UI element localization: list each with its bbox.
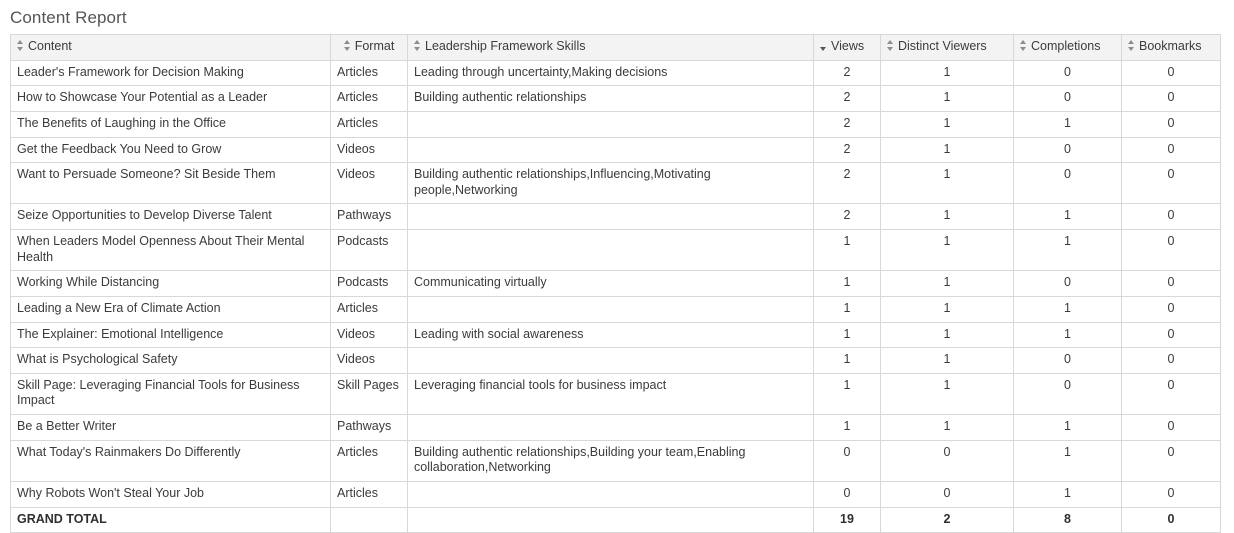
table-row — [11, 415, 1221, 441]
cell-content: The Explainer: Emotional Intelligence — [11, 322, 331, 348]
cell-distinct-viewers: 1 — [881, 322, 1014, 348]
table-row — [11, 440, 1221, 481]
cell-skills: Building authentic relationships,Influencing,Motivating people,Networking — [408, 163, 814, 204]
column-header-completions[interactable] — [1014, 35, 1122, 61]
table-row — [11, 230, 1221, 271]
cell-completions: 1 — [1014, 111, 1122, 137]
cell-completions: 1 — [1014, 230, 1122, 271]
cell-completions: 0 — [1014, 163, 1122, 204]
cell-completions: 0 — [1014, 348, 1122, 374]
column-header-format-label: Format — [354, 39, 395, 53]
cell-distinct-viewers: 1 — [881, 271, 1014, 297]
cell-bookmarks: 0 — [1122, 440, 1221, 481]
cell-format: Videos — [331, 348, 408, 374]
cell-completions: 1 — [1014, 415, 1122, 441]
cell-distinct-viewers: 1 — [881, 204, 1014, 230]
cell-grand-total-bookmarks: 0 — [1122, 507, 1221, 533]
cell-bookmarks: 0 — [1122, 163, 1221, 204]
table-row — [11, 322, 1221, 348]
cell-bookmarks: 0 — [1122, 60, 1221, 86]
column-header-content-label: Content — [28, 39, 72, 53]
cell-content: Be a Better Writer — [11, 415, 331, 441]
column-header-skills[interactable] — [408, 35, 814, 61]
cell-distinct-viewers: 1 — [881, 373, 1014, 414]
cell-bookmarks: 0 — [1122, 415, 1221, 441]
cell-views: 2 — [814, 137, 881, 163]
cell-format: Articles — [331, 296, 408, 322]
table-row — [11, 296, 1221, 322]
cell-views: 1 — [814, 296, 881, 322]
cell-content: Leading a New Era of Climate Action — [11, 296, 331, 322]
cell-completions: 1 — [1014, 296, 1122, 322]
sort-icon[interactable] — [887, 40, 894, 51]
grand-total-row — [11, 507, 1221, 533]
cell-format: Videos — [331, 322, 408, 348]
cell-completions: 0 — [1014, 137, 1122, 163]
cell-format: Pathways — [331, 204, 408, 230]
cell-content: Leader's Framework for Decision Making — [11, 60, 331, 86]
cell-content: What is Psychological Safety — [11, 348, 331, 374]
cell-format: Articles — [331, 86, 408, 112]
cell-distinct-viewers: 0 — [881, 440, 1014, 481]
cell-distinct-viewers: 1 — [881, 163, 1014, 204]
cell-format: Podcasts — [331, 271, 408, 297]
cell-content: Skill Page: Leveraging Financial Tools for Business Impact — [11, 373, 331, 414]
sort-icon[interactable] — [17, 40, 24, 51]
table-row — [11, 111, 1221, 137]
cell-grand-total-views: 19 — [814, 507, 881, 533]
cell-distinct-viewers: 0 — [881, 481, 1014, 507]
table-row — [11, 373, 1221, 414]
column-header-completions-label: Completions — [1031, 39, 1101, 53]
sort-descending-icon[interactable] — [820, 40, 827, 51]
sort-icon[interactable] — [414, 40, 421, 51]
cell-views: 1 — [814, 415, 881, 441]
table-row — [11, 348, 1221, 374]
cell-skills: Leveraging financial tools for business impact — [408, 373, 814, 414]
cell-skills: Building authentic relationships — [408, 86, 814, 112]
sort-icon[interactable] — [344, 40, 351, 51]
cell-views: 2 — [814, 86, 881, 112]
cell-format: Videos — [331, 163, 408, 204]
cell-format: Articles — [331, 111, 408, 137]
cell-distinct-viewers: 1 — [881, 86, 1014, 112]
table-header — [11, 35, 1221, 61]
sort-icon[interactable] — [1128, 40, 1135, 51]
cell-skills: Building authentic relationships,Building your team,Enabling collaboration,Networking — [408, 440, 814, 481]
table-row — [11, 137, 1221, 163]
cell-completions: 1 — [1014, 440, 1122, 481]
table-row — [11, 60, 1221, 86]
cell-skills: Leading with social awareness — [408, 322, 814, 348]
cell-views: 2 — [814, 163, 881, 204]
cell-grand-total-label: GRAND TOTAL — [11, 507, 331, 533]
cell-bookmarks: 0 — [1122, 111, 1221, 137]
column-header-bookmarks-label: Bookmarks — [1139, 39, 1202, 53]
cell-skills — [408, 137, 814, 163]
column-header-distinct-viewers[interactable] — [881, 35, 1014, 61]
cell-distinct-viewers: 1 — [881, 348, 1014, 374]
cell-content: The Benefits of Laughing in the Office — [11, 111, 331, 137]
cell-format: Articles — [331, 440, 408, 481]
page-title: Content Report — [10, 8, 127, 27]
cell-bookmarks: 0 — [1122, 322, 1221, 348]
cell-views: 2 — [814, 204, 881, 230]
content-report-table — [10, 34, 1221, 533]
cell-bookmarks: 0 — [1122, 348, 1221, 374]
cell-distinct-viewers: 1 — [881, 60, 1014, 86]
cell-skills: Communicating virtually — [408, 271, 814, 297]
cell-content: Want to Persuade Someone? Sit Beside Them — [11, 163, 331, 204]
cell-skills — [408, 296, 814, 322]
cell-views: 1 — [814, 322, 881, 348]
cell-content: What Today's Rainmakers Do Differently — [11, 440, 331, 481]
column-header-format[interactable] — [331, 35, 408, 61]
table-row — [11, 271, 1221, 297]
table-row — [11, 163, 1221, 204]
sort-icon[interactable] — [1020, 40, 1027, 51]
cell-grand-total-distinct-viewers: 2 — [881, 507, 1014, 533]
cell-skills — [408, 230, 814, 271]
column-header-skills-label: Leadership Framework Skills — [425, 39, 586, 53]
cell-distinct-viewers: 1 — [881, 415, 1014, 441]
cell-distinct-viewers: 1 — [881, 296, 1014, 322]
cell-distinct-viewers: 1 — [881, 137, 1014, 163]
cell-format: Videos — [331, 137, 408, 163]
table-header-row — [11, 35, 1221, 61]
cell-format: Articles — [331, 481, 408, 507]
cell-content: When Leaders Model Openness About Their Mental Health — [11, 230, 331, 271]
cell-completions: 0 — [1014, 271, 1122, 297]
column-header-bookmarks[interactable] — [1122, 35, 1221, 61]
cell-skills — [408, 481, 814, 507]
cell-content: Get the Feedback You Need to Grow — [11, 137, 331, 163]
cell-views: 0 — [814, 440, 881, 481]
cell-views: 1 — [814, 271, 881, 297]
cell-bookmarks: 0 — [1122, 204, 1221, 230]
cell-grand-total-skills — [408, 507, 814, 533]
column-header-views-label: Views — [831, 39, 865, 53]
column-header-content[interactable] — [11, 35, 331, 61]
cell-views: 1 — [814, 373, 881, 414]
cell-bookmarks: 0 — [1122, 230, 1221, 271]
cell-bookmarks: 0 — [1122, 296, 1221, 322]
cell-views: 1 — [814, 348, 881, 374]
cell-grand-total-completions: 8 — [1014, 507, 1122, 533]
report-table-container — [10, 34, 1220, 533]
cell-completions: 1 — [1014, 204, 1122, 230]
cell-views: 2 — [814, 111, 881, 137]
column-header-views[interactable] — [814, 35, 881, 61]
cell-completions: 1 — [1014, 481, 1122, 507]
cell-skills: Leading through uncertainty,Making decisions — [408, 60, 814, 86]
cell-bookmarks: 0 — [1122, 137, 1221, 163]
cell-bookmarks: 0 — [1122, 481, 1221, 507]
cell-format: Skill Pages — [331, 373, 408, 414]
cell-bookmarks: 0 — [1122, 373, 1221, 414]
cell-format: Pathways — [331, 415, 408, 441]
cell-bookmarks: 0 — [1122, 271, 1221, 297]
column-header-distinct-viewers-label: Distinct Viewers — [898, 39, 987, 53]
cell-views: 1 — [814, 230, 881, 271]
cell-views: 2 — [814, 60, 881, 86]
cell-completions: 0 — [1014, 373, 1122, 414]
table-row — [11, 481, 1221, 507]
cell-format: Podcasts — [331, 230, 408, 271]
cell-distinct-viewers: 1 — [881, 111, 1014, 137]
cell-distinct-viewers: 1 — [881, 230, 1014, 271]
cell-skills — [408, 348, 814, 374]
table-row — [11, 86, 1221, 112]
cell-grand-total-format — [331, 507, 408, 533]
cell-skills — [408, 111, 814, 137]
cell-views: 0 — [814, 481, 881, 507]
cell-format: Articles — [331, 60, 408, 86]
cell-content: Seize Opportunities to Develop Diverse Talent — [11, 204, 331, 230]
cell-skills — [408, 415, 814, 441]
cell-bookmarks: 0 — [1122, 86, 1221, 112]
table-body — [11, 60, 1221, 533]
cell-content: How to Showcase Your Potential as a Leader — [11, 86, 331, 112]
table-row — [11, 204, 1221, 230]
cell-skills — [408, 204, 814, 230]
cell-completions: 1 — [1014, 322, 1122, 348]
cell-content: Why Robots Won't Steal Your Job — [11, 481, 331, 507]
cell-content: Working While Distancing — [11, 271, 331, 297]
cell-completions: 0 — [1014, 60, 1122, 86]
cell-completions: 0 — [1014, 86, 1122, 112]
